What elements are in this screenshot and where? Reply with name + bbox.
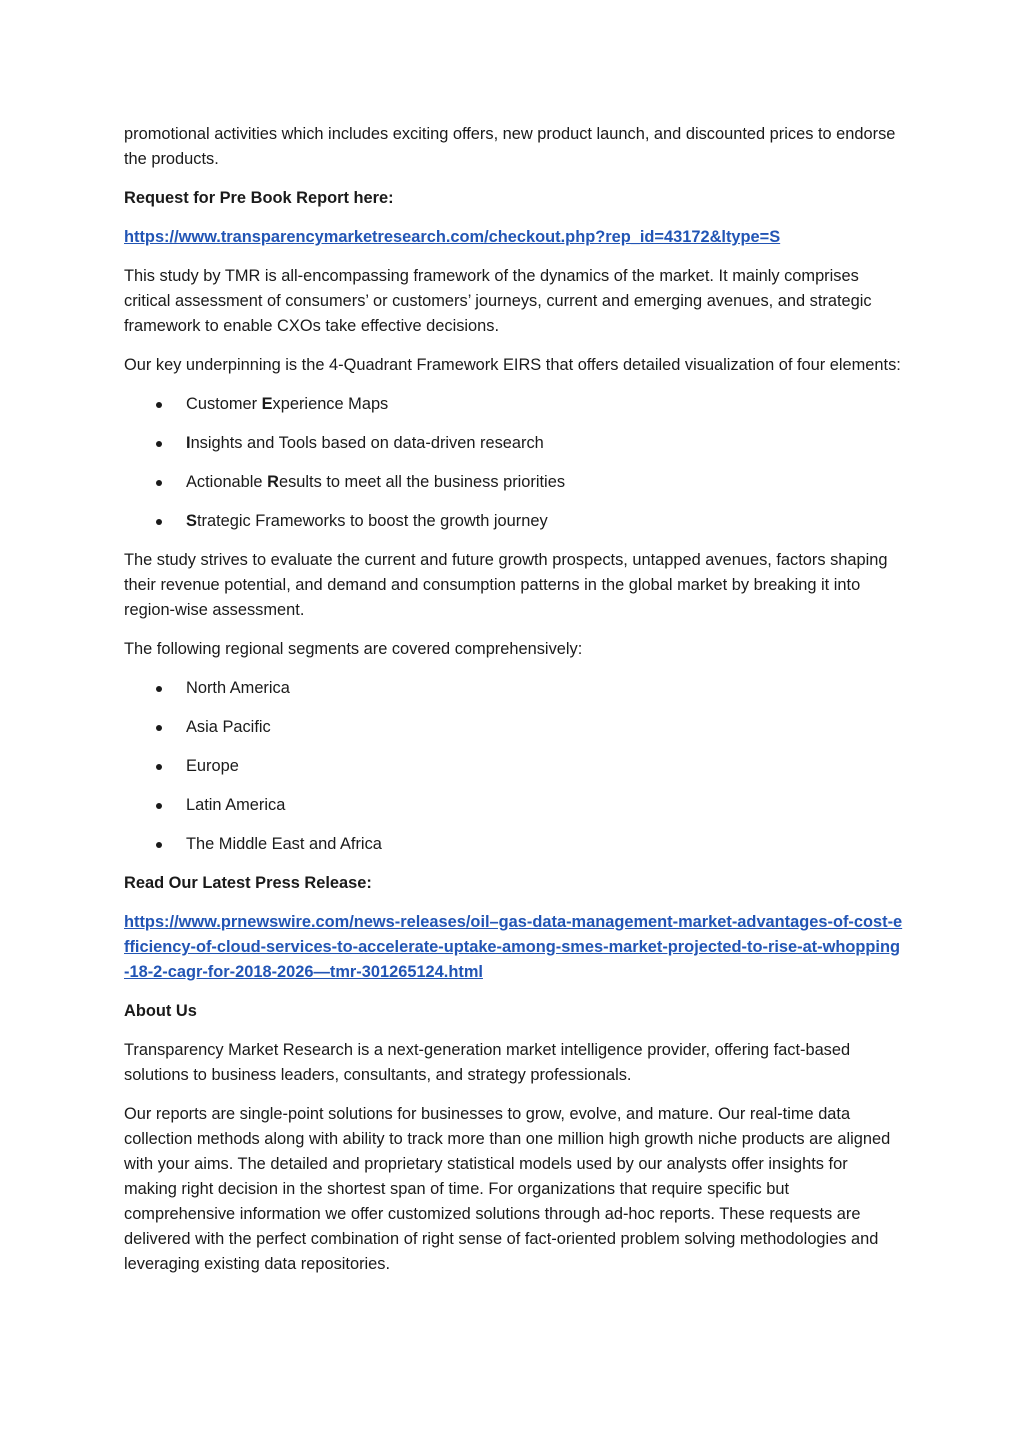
region-label: Latin America <box>186 796 286 814</box>
press-heading: Read Our Latest Press Release: <box>124 874 372 892</box>
item-text: trategic Frameworks to boost the growth journey <box>196 512 548 530</box>
intro-paragraph: promotional activities which includes exciting offers, new product launch, and discounted prices to endorse the products. <box>124 125 896 168</box>
eirs-list <box>124 392 904 534</box>
item-text: Customer <box>186 395 262 413</box>
list-item-strategic <box>124 509 904 534</box>
bullet-icon <box>156 803 162 809</box>
item-text: esults to meet all the business priorities <box>278 473 566 491</box>
list-item-region <box>124 754 904 779</box>
about-paragraph-2: Our reports are single-point solutions for businesses to grow, evolve, and mature. Our real-time data collection methods along with ability to track more than one million high growth niche products are aligned with your aims. The detailed and proprietary statistical models used by our analysts offer insights for making right decision in the shortest span of time. For organizations that require specific but comprehensive information we offer customized solutions through ad-hoc reports. These requests are delivered with the perfect combination of right sense of fact-oriented problem solving methodologies and leveraging existing data repositories. <box>124 1105 891 1273</box>
item-highlight-letter: S <box>186 512 197 530</box>
bullet-icon <box>156 519 162 525</box>
regions-intro: The following regional segments are covered comprehensively: <box>124 640 583 658</box>
list-item-insights <box>124 431 904 456</box>
bullet-icon <box>156 725 162 731</box>
regions-list <box>124 676 904 857</box>
item-text: nsights and Tools based on data-driven research <box>190 434 544 452</box>
item-highlight-letter: I <box>186 434 191 452</box>
list-item-experience <box>124 392 904 417</box>
prebook-heading: Request for Pre Book Report here: <box>124 189 394 207</box>
bullet-icon <box>156 441 162 447</box>
growth-paragraph: The study strives to evaluate the current and future growth prospects, untapped avenues, factors shaping their revenue potential, and demand and consumption patterns in the global market by breaking it into region-wise assessment. <box>124 551 888 619</box>
region-label: Europe <box>186 757 239 775</box>
item-highlight-letter: R <box>267 473 279 491</box>
item-highlight-letter: E <box>261 395 273 413</box>
press-release-link[interactable]: https://www.prnewswire.com/news-releases/oil–gas-data-management-market-advantages-of-cost-efficiency-of-cloud-services-to-accelerate-uptake-among-smes-market-projected-to-rise-at-whopping-18-2-cagr-for-2018-2026—tmr-301265124.html <box>124 913 903 981</box>
about-paragraph-1: Transparency Market Research is a next-generation market intelligence provider, offering fact-based solutions to business leaders, consultants, and strategy professionals. <box>124 1041 851 1084</box>
region-label: North America <box>186 679 290 697</box>
about-heading: About Us <box>124 1002 197 1020</box>
region-label: Asia Pacific <box>186 718 271 736</box>
study-paragraph: This study by TMR is all-encompassing framework of the dynamics of the market. It mainly comprises critical assessment of consumers’ or customers’ journeys, current and emerging avenues, and strategic framework to enable CXOs take effective decisions. <box>124 267 872 335</box>
bullet-icon <box>156 402 162 408</box>
document-page <box>124 122 904 1291</box>
bullet-icon <box>156 686 162 692</box>
item-text: xperience Maps <box>272 395 389 413</box>
list-item-region <box>124 832 904 857</box>
list-item-region <box>124 715 904 740</box>
list-item-region <box>124 793 904 818</box>
framework-paragraph: Our key underpinning is the 4-Quadrant Framework EIRS that offers detailed visualization of four elements: <box>124 356 901 374</box>
list-item-results <box>124 470 904 495</box>
list-item-region <box>124 676 904 701</box>
bullet-icon <box>156 480 162 486</box>
item-text: Actionable <box>186 473 268 491</box>
bullet-icon <box>156 842 162 848</box>
prebook-link[interactable]: https://www.transparencymarketresearch.com/checkout.php?rep_id=43172&ltype=S <box>124 228 781 246</box>
bullet-icon <box>156 764 162 770</box>
region-label: The Middle East and Africa <box>186 835 382 853</box>
